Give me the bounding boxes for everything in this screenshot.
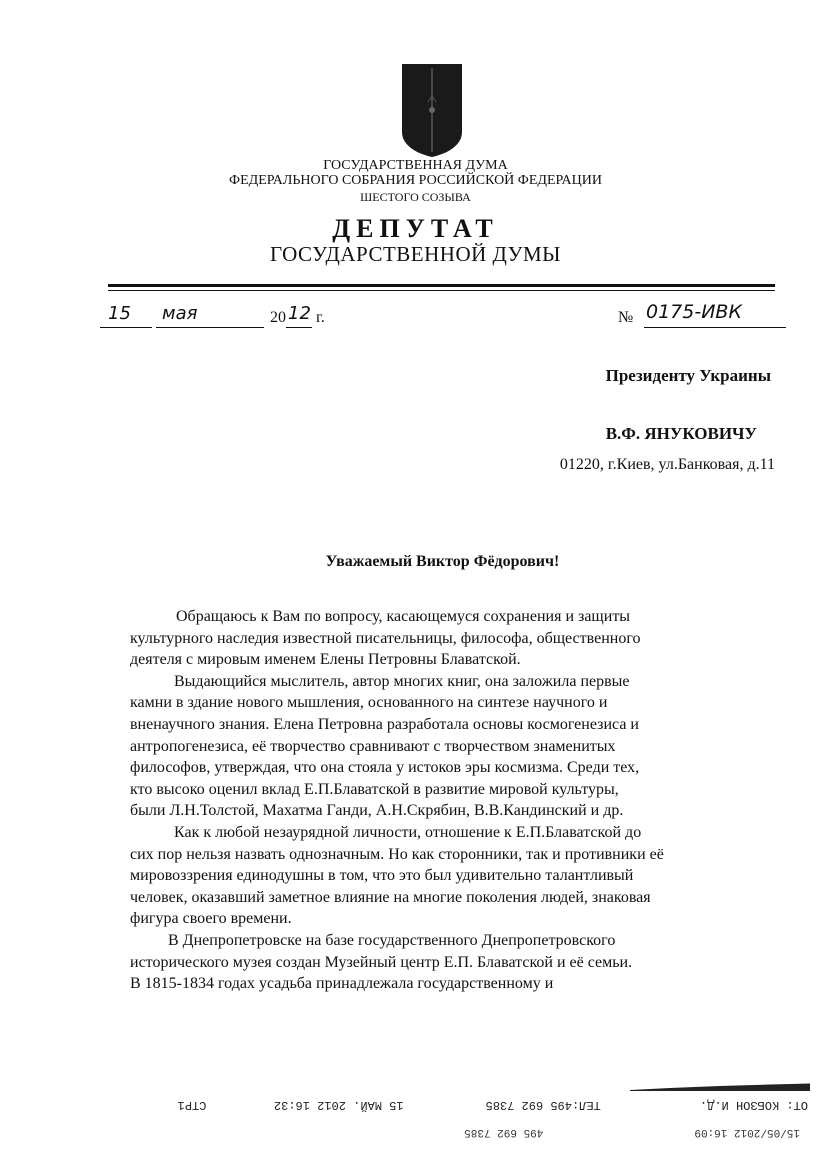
date-suffix: г. — [316, 309, 325, 326]
date-year: 12 — [288, 303, 311, 324]
body-line: кто высоко оценил вклад Е.П.Блаватской в развитие мировой культуры, — [130, 780, 619, 798]
fax-footer-phone: 495 692 7385 — [464, 1126, 544, 1138]
fax-header — [138, 1098, 808, 1112]
body-line: антропогенезиса, её творчество сравнивают с творчеством знаменитых — [130, 737, 616, 755]
header-title: ДЕПУТАТ — [332, 214, 499, 243]
number-sign: № — [618, 309, 634, 326]
number-underline — [644, 327, 786, 328]
header-rule-thick — [108, 284, 775, 287]
body-line: человек, оказавший заметное влияние на многие поколения людей, знаковая — [130, 888, 651, 906]
body-line: В Днепропетровске на базе государственного Днепропетровского — [168, 931, 616, 949]
header-line-1: ГОСУДАРСТВЕННАЯ ДУМА — [323, 158, 508, 173]
letter-body — [130, 606, 790, 995]
body-line: вненаучного знания. Елена Петровна разработала основы космогенезиса и — [130, 715, 639, 733]
date-month: мая — [162, 303, 198, 324]
fax-phone: ТЕЛ:495 692 7385 — [485, 1098, 601, 1112]
date-year-underline — [286, 327, 312, 328]
addressee-address: 01220, г.Киев, ул.Банковая, д.11 — [559, 456, 775, 473]
header-subtitle: ГОСУДАРСТВЕННОЙ ДУМЫ — [270, 242, 561, 266]
body-line: были Л.Н.Толстой, Махатма Ганди, А.Н.Скрябин, В.В.Кандинский и др. — [130, 802, 624, 820]
body-line: деятеля с мировым именем Елены Петровны Блаватской. — [130, 651, 521, 669]
fax-footer-date: 15/05/2012 16:09 — [694, 1126, 800, 1138]
addressee-position: Президенту Украины — [605, 366, 771, 385]
body-line: Обращаюсь к Вам по вопросу, касающемуся сохранения и защиты — [176, 608, 631, 625]
letter-date — [100, 303, 335, 333]
body-line: Как к любой незаурядной личности, отношение к Е.П.Блаватской до — [174, 823, 642, 841]
body-line: камни в здание нового мышления, основанного на синтезе научного и — [130, 694, 608, 712]
header-rule-thin — [108, 290, 775, 291]
fax-page: СТР1 — [177, 1098, 207, 1112]
body-line: мировоззрения единодушны в том, что это был удивительно талантливый — [130, 867, 634, 885]
body-line: фигура своего времени. — [130, 910, 292, 928]
body-line: сих пор нельзя назвать однозначным. Но как сторонники, так и противники её — [130, 845, 664, 863]
header-line-2: ФЕДЕРАЛЬНОГО СОБРАНИЯ РОССИЙСКОЙ ФЕДЕРАЦИИ — [229, 173, 602, 188]
date-month-underline — [156, 327, 264, 328]
letter-number — [618, 301, 788, 333]
header-line-3: ШЕСТОГО СОЗЫВА — [360, 190, 471, 204]
number-value: 0175-ИВК — [646, 301, 742, 323]
state-emblem-icon — [400, 62, 464, 158]
date-day: 15 — [108, 303, 131, 324]
salutation: Уважаемый Виктор Фёдорович! — [325, 553, 560, 570]
date-year-prefix: 20 — [270, 309, 286, 326]
addressee-name: В.Ф. ЯНУКОВИЧУ — [605, 424, 757, 443]
date-day-underline — [100, 327, 152, 328]
body-line: философов, утверждая, что она стояла у истоков эры космизма. Среди тех, — [130, 759, 640, 777]
fax-datetime: 15 МАЙ. 2012 16:32 — [273, 1098, 404, 1112]
fax-smudge — [630, 1078, 810, 1086]
body-line: В 1815-1834 годах усадьба принадлежала государственному и — [130, 975, 554, 993]
fax-footer — [320, 1126, 800, 1138]
body-line: культурного наследия известной писательницы, философа, общественного — [130, 629, 641, 647]
body-line: исторического музея создан Музейный центр Е.П. Блаватской и её семьи. — [130, 953, 633, 971]
fax-from: ОТ: КОБЗОН И.Д. — [699, 1098, 808, 1112]
body-line: Выдающийся мыслитель, автор многих книг, она заложила первые — [174, 672, 630, 690]
